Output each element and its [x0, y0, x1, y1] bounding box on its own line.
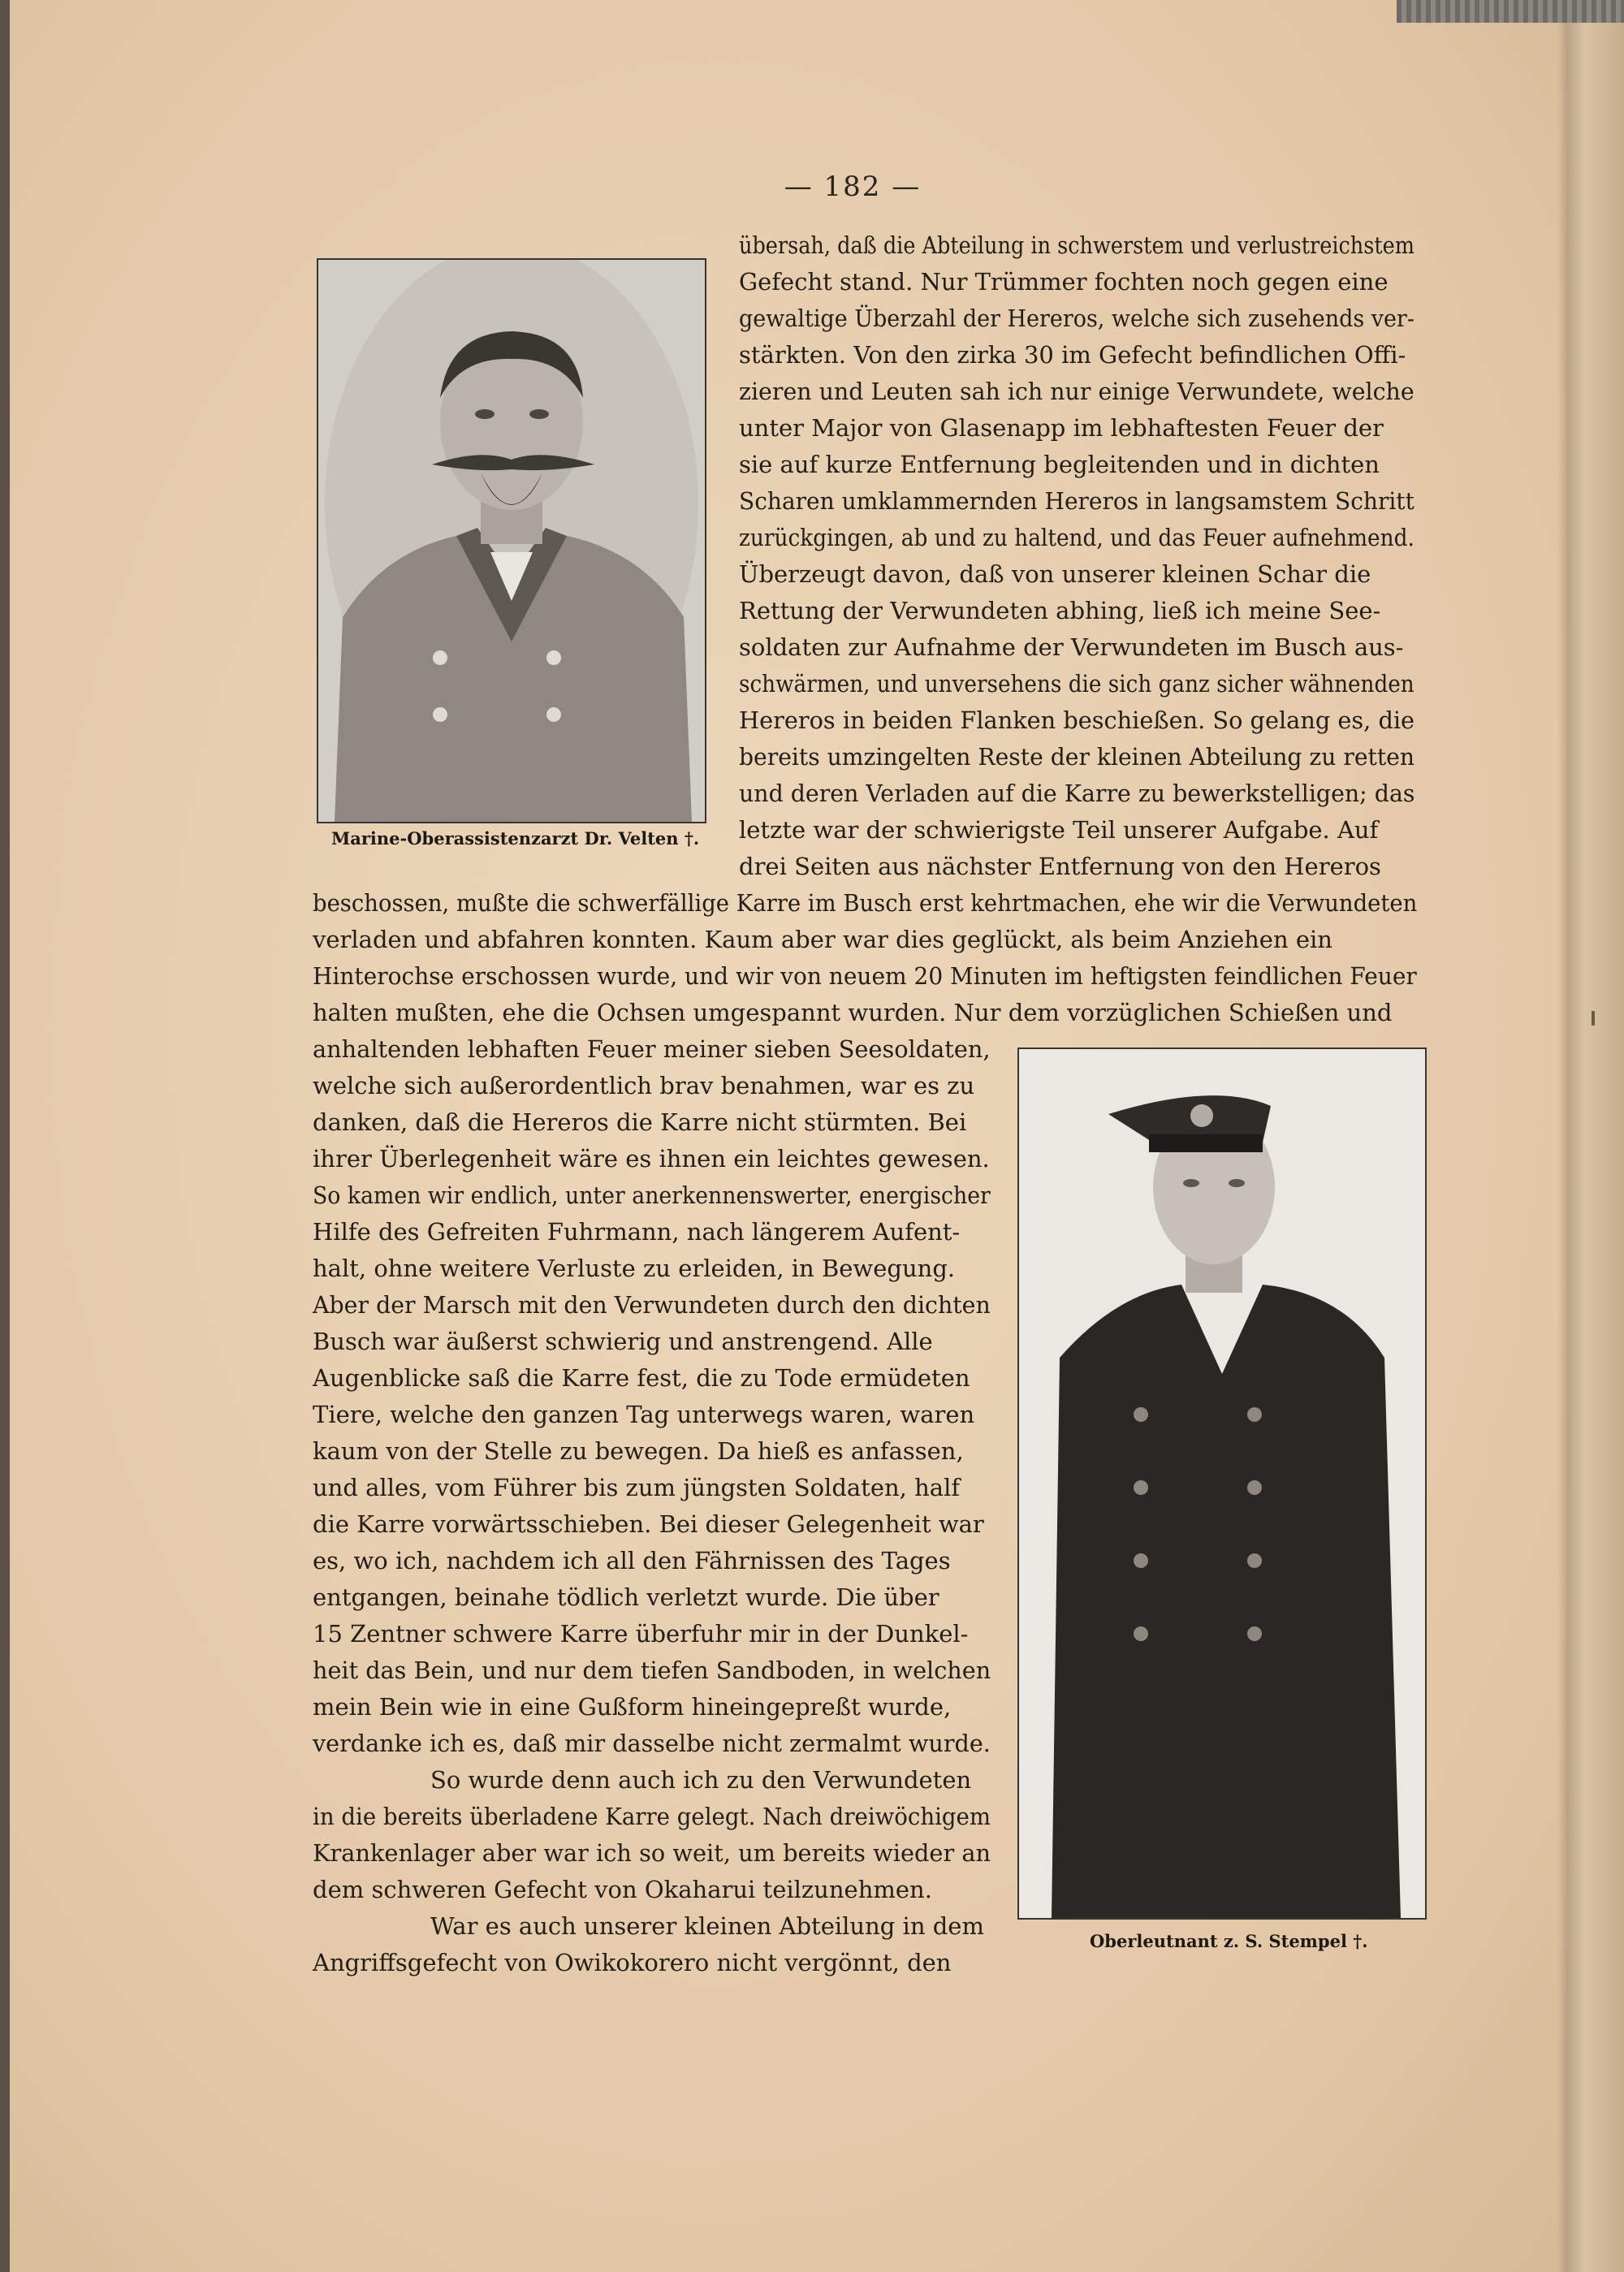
text-line: entgangen, beinahe tödlich verletzt wurde. Die über	[313, 1583, 939, 1611]
text-line: letzte war der schwierigste Teil unserer Aufgabe. Auf	[739, 816, 1379, 844]
text-line: beschossen, mußte die schwerfällige Karre im Busch erst kehrtmachen, ehe wir die Verwundeten	[313, 889, 1418, 917]
text-line: Rettung der Verwundeten abhing, ließ ich meine See-	[739, 597, 1381, 624]
text-line: Busch war äußerst schwierig und anstrengend. Alle	[313, 1328, 933, 1355]
text-line: bereits umzingelten Reste der kleinen Abteilung zu retten	[739, 743, 1415, 771]
text-line: So kamen wir endlich, unter anerkennenswerter, energischer	[313, 1181, 991, 1209]
text-line: zurückgingen, ab und zu haltend, und das Feuer aufnehmend.	[739, 524, 1415, 551]
text-line: in die bereits überladene Karre gelegt. Nach dreiwöchigem	[313, 1803, 991, 1830]
text-line: danken, daß die Hereros die Karre nicht stürmten. Bei	[313, 1108, 967, 1136]
text-line: verdanke ich es, daß mir dasselbe nicht zermalmt wurde.	[313, 1730, 991, 1757]
text-line: und alles, vom Führer bis zum jüngsten Soldaten, half	[313, 1474, 961, 1501]
portrait-photo-stempel	[1017, 1047, 1427, 1920]
text-line: schwärmen, und unversehens die sich ganz sicher wähnenden	[739, 670, 1415, 698]
text-line: anhaltenden lebhaften Feuer meiner sieben Seesoldaten,	[313, 1035, 991, 1063]
portrait-stempel-image	[1019, 1049, 1425, 1918]
text-line: unter Major von Glasenapp im lebhaftesten Feuer der	[739, 414, 1384, 442]
text-line: heit das Bein, und nur dem tiefen Sandboden, in welchen	[313, 1656, 991, 1684]
text-line: übersah, daß die Abteilung in schwerstem und verlustreichstem	[739, 231, 1415, 259]
text-line: 15 Zentner schwere Karre überfuhr mir in der Dunkel-	[313, 1620, 969, 1648]
figure-caption-stempel: Oberleutnant z. S. Stempel †.	[1090, 1931, 1368, 1951]
text-line: verladen und abfahren konnten. Kaum aber war dies geglückt, als beim Anziehen ein	[313, 926, 1332, 953]
text-line: Scharen umklammernden Hereros in langsamstem Schritt	[739, 487, 1415, 515]
text-line: die Karre vorwärtsschieben. Bei dieser Gelegenheit war	[313, 1510, 984, 1538]
text-line: So wurde denn auch ich zu den Verwundeten	[430, 1766, 972, 1794]
binding-strip	[1397, 0, 1624, 23]
text-line: Tiere, welche den ganzen Tag unterwegs waren, waren	[313, 1401, 975, 1428]
text-line: Aber der Marsch mit den Verwundeten durch den dichten	[313, 1291, 991, 1319]
text-line: War es auch unserer kleinen Abteilung in dem	[430, 1912, 984, 1940]
text-line: mein Bein wie in eine Gußform hineingepreßt wurde,	[313, 1693, 952, 1721]
page-mark	[1592, 1011, 1595, 1026]
figure-caption-velten: Marine-Oberassistenzarzt Dr. Velten †.	[331, 828, 700, 849]
text-line: gewaltige Überzahl der Hereros, welche sich zusehends ver-	[739, 305, 1415, 332]
text-line: drei Seiten aus nächster Entfernung von den Hereros	[739, 853, 1381, 880]
text-line: halten mußten, ehe die Ochsen umgespannt wurden. Nur dem vorzüglichen Schießen und	[313, 999, 1393, 1026]
text-line: dem schweren Gefecht von Okaharui teilzunehmen.	[313, 1876, 932, 1903]
text-line: zieren und Leuten sah ich nur einige Verwundete, welche	[739, 378, 1415, 405]
text-line: Angriffsgefecht von Owikokorero nicht vergönnt, den	[313, 1949, 952, 1976]
portrait-photo-velten	[317, 258, 706, 823]
text-line: Überzeugt davon, daß von unserer kleinen Schar die	[739, 560, 1371, 588]
text-line: Gefecht stand. Nur Trümmer fochten noch gegen eine	[739, 268, 1389, 296]
portrait-velten-image	[318, 260, 705, 822]
text-line: soldaten zur Aufnahme der Verwundeten im Busch aus-	[739, 633, 1404, 661]
text-line: halt, ohne weitere Verluste zu erleiden, in Bewegung.	[313, 1255, 956, 1282]
text-line: stärkten. Von den zirka 30 im Gefecht befindlichen Offi-	[739, 341, 1406, 369]
text-line: ihrer Überlegenheit wäre es ihnen ein leichtes gewesen.	[313, 1145, 990, 1173]
text-line: Hinterochse erschossen wurde, und wir von neuem 20 Minuten im heftigsten feindlichen Feuer	[313, 962, 1417, 990]
text-line: Krankenlager aber war ich so weit, um bereits wieder an	[313, 1839, 991, 1867]
text-line: Hilfe des Gefreiten Fuhrmann, nach längerem Aufent-	[313, 1218, 961, 1246]
text-line: kaum von der Stelle zu bewegen. Da hieß es anfassen,	[313, 1437, 964, 1465]
page-number: — 182 —	[784, 171, 922, 203]
text-line: Hereros in beiden Flanken beschießen. So gelang es, die	[739, 706, 1415, 734]
text-line: und deren Verladen auf die Karre zu bewerkstelligen; das	[739, 780, 1415, 807]
text-line: Augenblicke saß die Karre fest, die zu Tode ermüdeten	[313, 1364, 970, 1392]
text-line: es, wo ich, nachdem ich all den Fährnissen des Tages	[313, 1547, 951, 1574]
text-line: welche sich außerordentlich brav benahmen, war es zu	[313, 1072, 975, 1099]
page-edge	[1567, 0, 1624, 2272]
text-line: sie auf kurze Entfernung begleitenden und in dichten	[739, 451, 1380, 478]
